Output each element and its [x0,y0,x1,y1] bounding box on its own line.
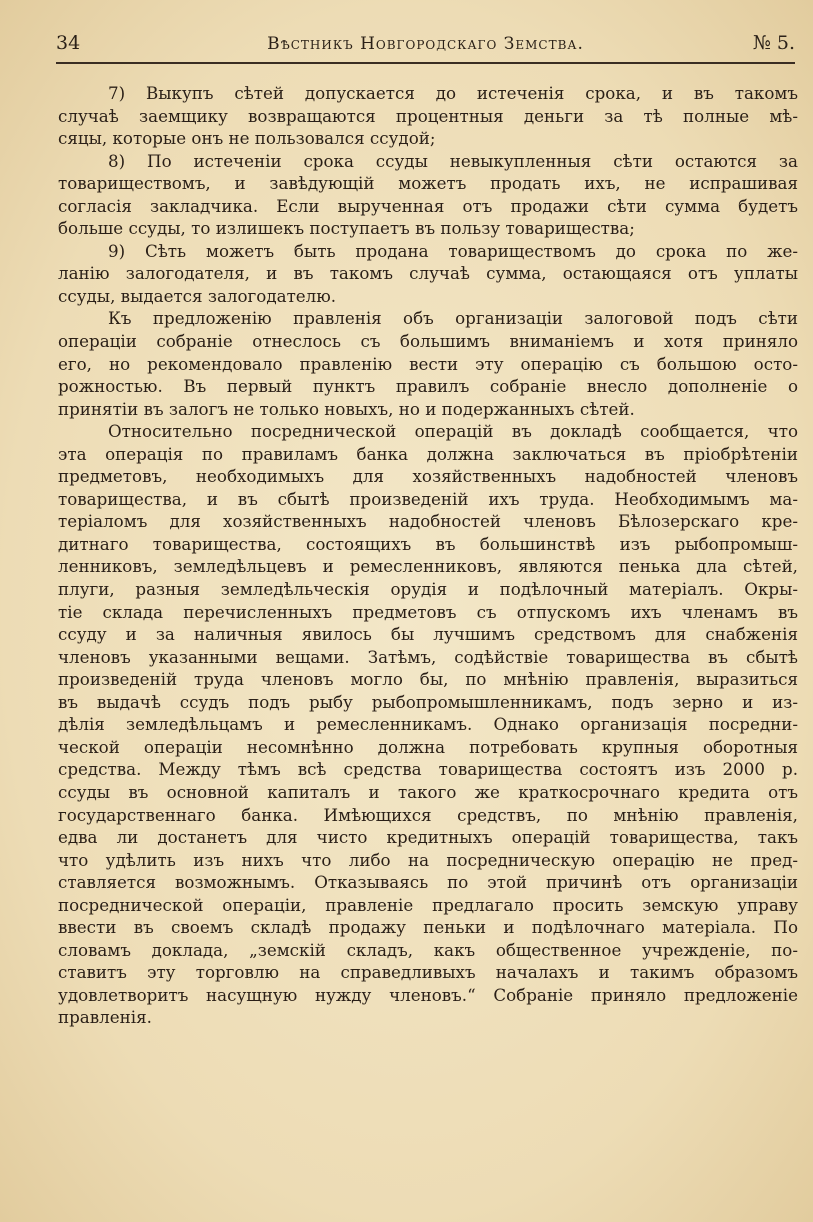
issue-number: № 5. [752,32,795,54]
page-number: 34 [56,32,81,54]
text-line: 7) Выкупъ сѣтей допускается до истеченія срока, и въ такомъ [108,83,798,103]
text-line: дитнаго товарищества, состоящихъ въ большинствѣ изъ рыбопромыш- [58,533,798,554]
text-line: дѣлія земледѣльцамъ и ремесленникамъ. Однако организація посредни- [58,714,798,735]
text-line: ввести въ своемъ складѣ продажу пеньки и подѣлочнаго матеріала. По [58,917,798,938]
text-line: больше ссуды, то излишекъ поступаетъ въ пользу товарищества; [58,218,635,239]
journal-title: Вѣстникъ Новгородскаго Земства. [267,34,584,54]
text-line: 8) По истеченіи срока ссуды невыкупленныя сѣти остаются за [108,150,798,171]
text-line: государственнаго банка. Имѣющихся средствъ, по мнѣнію правленія, [58,804,798,825]
text-line: сяцы, которые онъ не пользовался ссудой; [58,128,436,149]
text-line: ставитъ эту торговлю на справедливыхъ началахъ и такимъ образомъ [58,962,798,983]
text-line: тіе склада перечисленныхъ предметовъ съ отпускомъ ихъ членамъ въ [58,601,798,622]
text-line: посреднической операціи, правленіе предлагало просить земскую управу [58,894,798,915]
text-line: товарищества, и въ сбытѣ произведеній ихъ труда. Необходимымъ ма- [58,488,798,509]
text-line: его, но рекомендовало правленію вести эту операцію съ большою осто- [58,353,798,374]
text-line: ленниковъ, земледѣльцевъ и ремесленниковъ, являются пенька дла сѣтей, [58,556,798,577]
text-line: ланію залогодателя, и въ такомъ случаѣ сумма, остающаяся отъ уплаты [58,263,798,284]
text-line: рожностью. Въ первый пунктъ правилъ собраніе внесло дополненіе о [58,376,798,397]
text-line: ссуды въ основной капиталъ и такого же краткосрочнаго кредита отъ [58,781,798,802]
text-line: 9) Сѣть можетъ быть продана товариществомъ до срока по же- [108,240,798,261]
text-line: въ выдачѣ ссудъ подъ рыбу рыбопромышленникамъ, подъ зерно и из- [58,691,798,712]
text-line: случаѣ заемщику возвращаются процентныя деньги за тѣ полные мѣ- [58,105,798,126]
text-line: ссуды, выдается залогодателю. [58,285,337,306]
text-line: членовъ указанными вещами. Затѣмъ, содѣйствіе товарищества въ сбытѣ [58,646,798,667]
text-line: ссуду и за наличныя явилось бы лучшимъ средствомъ для снабженія [58,624,798,645]
paragraph [58,307,798,420]
text-line: Относительно посреднической операцій въ докладѣ сообщается, что [108,421,798,442]
text-line: едва ли достанетъ для чисто кредитныхъ операцій товарищества, такъ [58,827,798,848]
text-line: произведеній труда членовъ могло бы, по мнѣнію правленія, выразиться [58,669,798,690]
text-line: согласія закладчика. Если вырученная отъ продажи сѣти сумма будетъ [58,195,798,216]
text-line: плуги, разныя земледѣльческія орудія и подѣлочный матеріалъ. Окры- [58,579,798,600]
text-line: предметовъ, необходимыхъ для хозяйственныхъ надобностей членовъ [58,466,798,487]
text-line: Къ предложенію правленія объ организаціи залоговой подъ сѣти [108,308,798,329]
paragraph [58,82,798,150]
text-line: эта операція по правиламъ банка должна заключаться въ пріобрѣтеніи [58,443,798,464]
text-line: средства. Между тѣмъ всѣ средства товарищества состоятъ изъ 2000 р. [58,759,798,780]
text-line: товариществомъ, и завѣдующій можетъ продать ихъ, не испрашивая [58,173,798,194]
running-header [56,30,795,58]
text-line: удовлетворитъ насущную нужду членовъ.“ Собраніе приняло предложеніе [58,984,798,1005]
body-text [58,82,798,1029]
text-line: ставляется возможнымъ. Отказываясь по этой причинѣ отъ организаціи [58,872,798,893]
header-rule [56,62,795,64]
paragraph [58,240,798,308]
paragraph [58,420,798,1029]
paragraph [58,150,798,240]
text-line: теріаломъ для хозяйственныхъ надобностей членовъ Бѣлозерскаго кре- [58,511,798,532]
text-line: словамъ доклада, „земскій складъ, какъ общественное учрежденіе, по- [58,939,798,960]
text-line: операціи собраніе отнеслось съ большимъ вниманіемъ и хотя приняло [58,331,798,352]
text-line: правленія. [58,1007,152,1028]
text-line: что удѣлить изъ нихъ что либо на посредническую операцію не пред- [58,849,798,870]
text-line: принятіи въ залогъ не только новыхъ, но и подержанныхъ сѣтей. [58,398,635,419]
text-line: ческой операціи несомнѣнно должна потребовать крупныя оборотныя [58,736,798,757]
